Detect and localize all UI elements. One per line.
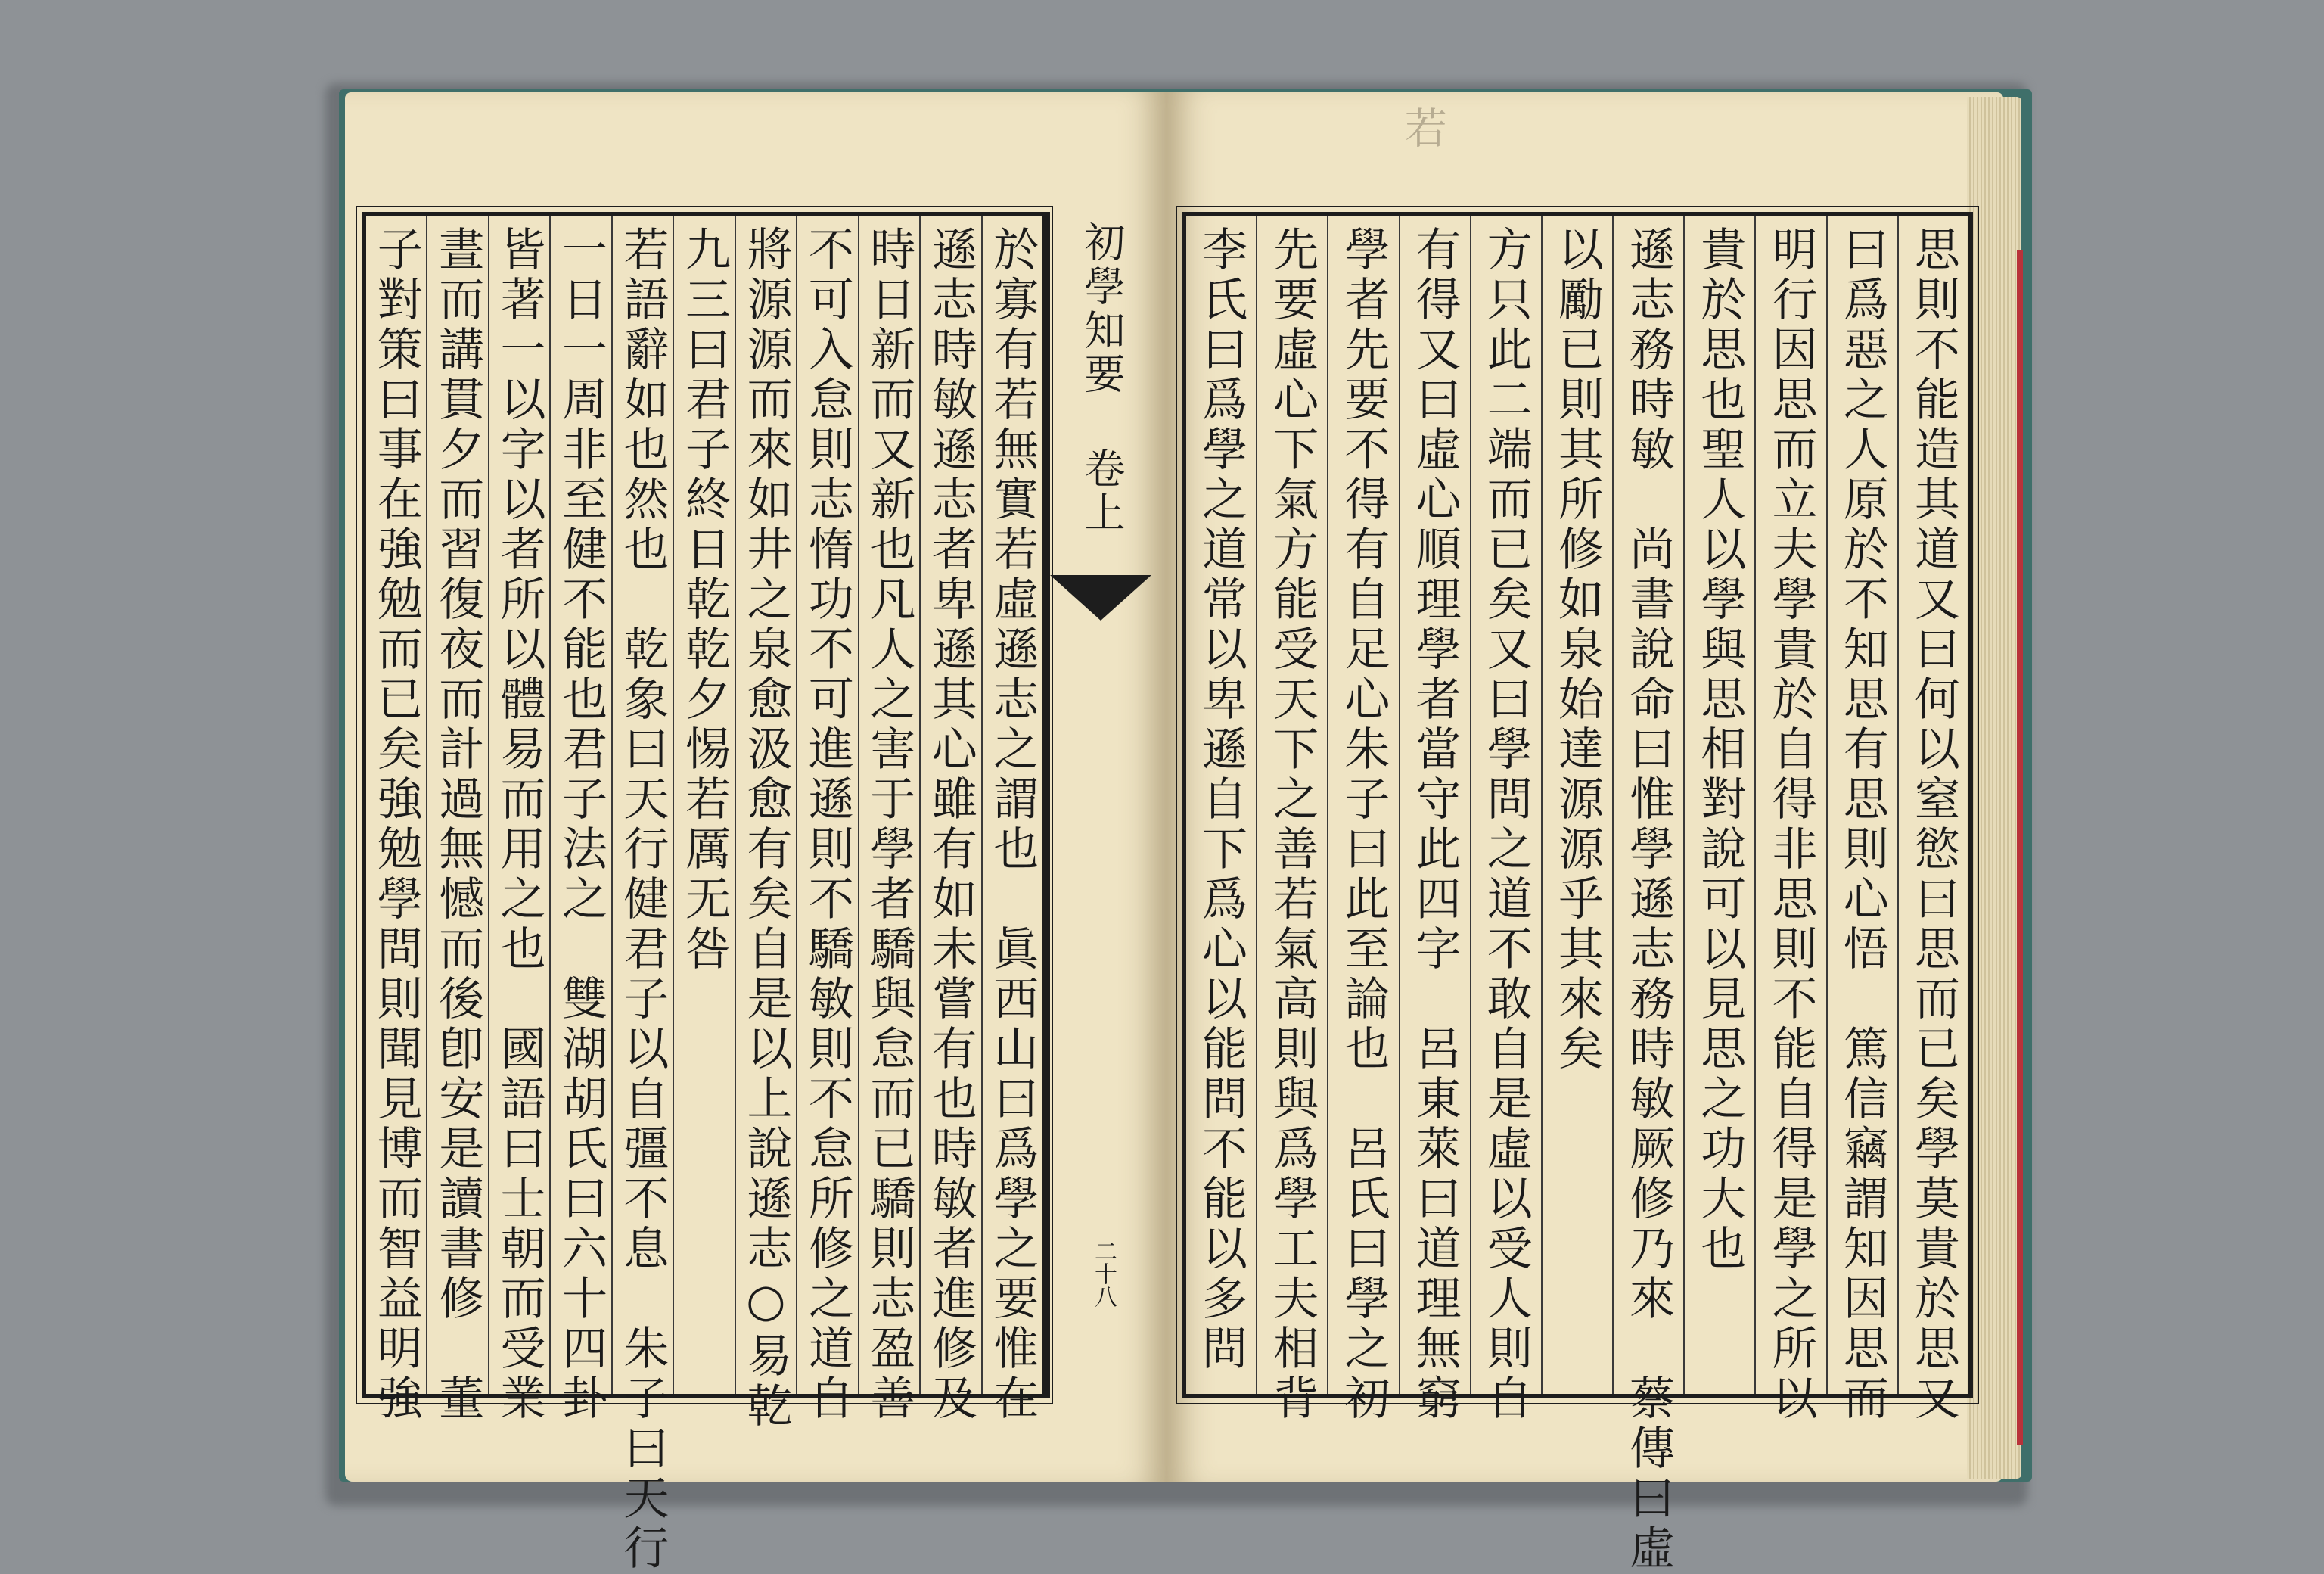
column-text: 不可入怠則志惰功不可進遜則不驕敏則不怠所修之道自 (800, 226, 854, 1424)
column-text: 思則不能造其道又曰何以窒慾曰思而已矣學莫貴於思又 (1906, 226, 1960, 1424)
text-column (1541, 216, 1612, 1394)
page-number: 二十八 (1090, 1240, 1117, 1308)
text-column (426, 216, 487, 1424)
column-text: 遜志時敏遜志者卑遜其心雖有如未嘗有也時敏者進修及 (924, 226, 977, 1424)
text-column (1470, 216, 1541, 1424)
left-text-frame (362, 212, 1047, 1574)
text-column (1327, 216, 1398, 1424)
text-column (488, 216, 549, 1424)
column-text: 子對策曰事在強勉而已矣強勉學問則聞見博而智益明強 (369, 226, 423, 1424)
text-column (796, 216, 857, 1424)
column-text: 晝而講貫夕而習復夜而計過無憾而後卽安是讀書修 董 (431, 226, 485, 1424)
fish-tail-mark (1050, 575, 1151, 643)
right-text-frame (1182, 212, 1973, 1574)
text-column (735, 216, 796, 1432)
column-text: 曰爲惡之人原於不知思有思則心悟 篤信竊謂知因思而 (1835, 226, 1889, 1424)
right-columns (1186, 216, 1968, 1574)
column-text: 明行因思而立夫學貴於自得非思則不能自得是學之所以 (1764, 226, 1818, 1424)
text-column (1256, 216, 1327, 1424)
column-text: 李氏曰爲學之道常以卑遜自下爲心以能問不能以多問 (1195, 226, 1248, 1374)
text-column (1897, 216, 1968, 1424)
text-column (1399, 216, 1470, 1424)
left-columns (366, 216, 1042, 1574)
running-title: 初學知要 卷上 (1078, 221, 1126, 535)
text-column (1826, 216, 1897, 1424)
red-edge (2017, 250, 2023, 1445)
text-column (858, 216, 919, 1424)
fore-edge (1967, 97, 2021, 1479)
column-text: 一日一周非至健不能也君子法之 雙湖胡氏曰六十四卦 (555, 226, 608, 1424)
column-text: 九三曰君子終日乾乾夕惕若厲无咎 (678, 226, 731, 975)
text-column (919, 216, 980, 1424)
text-column (673, 216, 734, 1394)
text-column (1612, 216, 1683, 1574)
column-text: 皆著一以字以者所以體易而用之也 國語曰士朝而受業 (492, 226, 546, 1424)
text-column (549, 216, 611, 1424)
faded-stamp: 若 (1398, 106, 1447, 148)
text-column (1186, 216, 1256, 1394)
column-text: 遜志務時敏 尚書說命曰惟學遜志務時敏厥修乃來 蔡傳曰虛 (1622, 226, 1676, 1574)
text-column (981, 216, 1042, 1424)
column-text: 於寡有若無實若虛遜志之謂也 眞西山曰爲學之要惟在 (986, 226, 1039, 1424)
column-text: 貴於思也聖人以學與思相對說可以見思之功大也 (1693, 226, 1747, 1274)
text-column (611, 216, 673, 1574)
text-column (366, 216, 426, 1424)
text-column (1683, 216, 1754, 1394)
column-text: 若語辭如也然也 乾象曰天行健君子以自彊不息 朱子曰天行 (616, 226, 670, 1574)
center-margin (1047, 212, 1151, 1398)
column-text: 有得又曰虛心順理學者當守此四字 呂東萊曰道理無窮 (1408, 226, 1462, 1424)
column-text: 先要虛心下氣方能受天下之善若氣高則與爲學工夫相背 (1266, 226, 1319, 1424)
text-column (1754, 216, 1825, 1424)
column-text: 學者先要不得有自足心朱子曰此至論也 呂氏曰學之初 (1337, 226, 1390, 1424)
column-text: 方只此二端而已矣又曰學問之道不敢自是虛以受人則自 (1479, 226, 1533, 1424)
column-text: 時日新而又新也凡人之害于學者驕與怠而已驕則志盈善 (862, 226, 916, 1424)
column-text: 以勵已則其所修如泉始達源源乎其來矣 (1550, 226, 1604, 1075)
column-text: 將源源而來如井之泉愈汲愈有矣自是以上說遜志○易乾 (739, 226, 793, 1432)
